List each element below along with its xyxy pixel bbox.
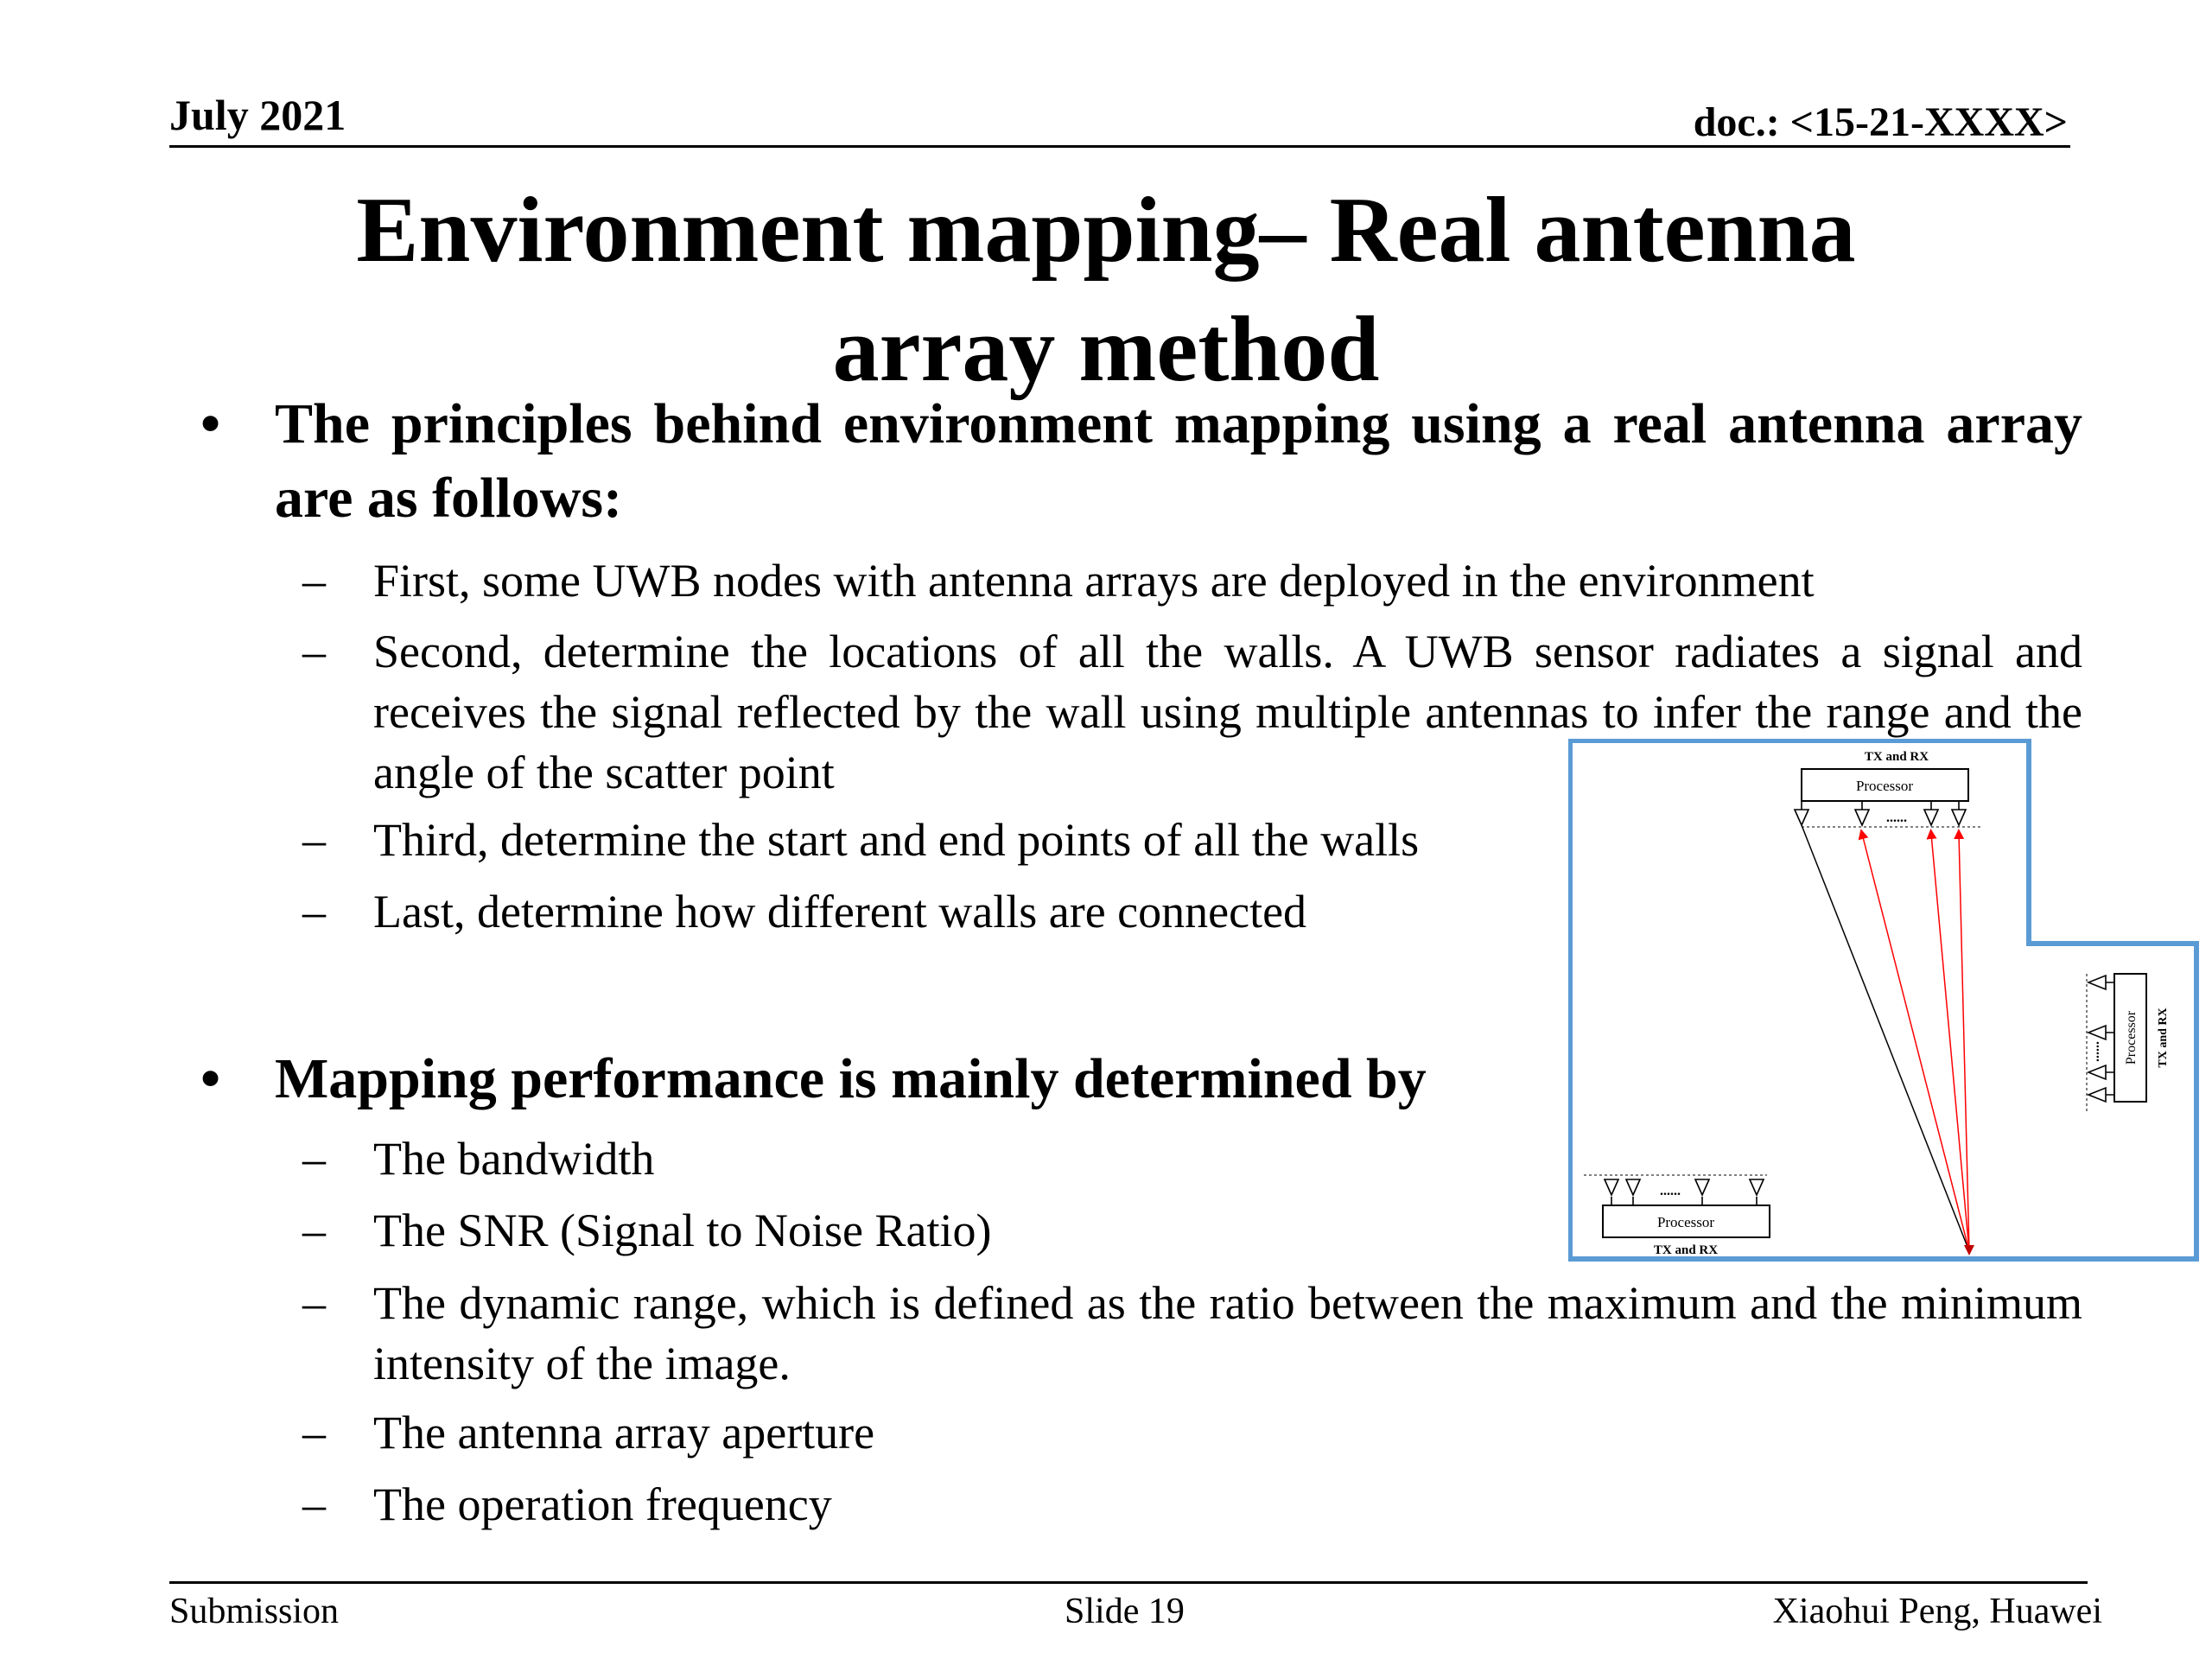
dash: – [302, 1205, 326, 1256]
sub-bullet-text: The bandwidth [373, 1133, 655, 1185]
sub-bullet [302, 810, 1497, 870]
slide-title [173, 171, 2039, 410]
sub-bullet-text: The operation frequency [373, 1478, 832, 1530]
antenna-icon [1924, 801, 1938, 825]
bullet-principles-text: The principles behind environment mapping using a real antenna array are as follows: [275, 392, 2082, 530]
bottom-array-dots: ...... [1660, 1184, 1681, 1198]
footer-rule [169, 1581, 2088, 1584]
antenna-icon [2088, 976, 2114, 989]
bottom-antenna-array [1605, 1179, 1764, 1205]
antenna-icon [2088, 1065, 2114, 1079]
dash: – [302, 1478, 326, 1530]
transmitted-ray [1802, 825, 1969, 1251]
antenna-icon [2088, 1088, 2114, 1102]
dash: – [302, 626, 326, 677]
dash: – [302, 1277, 326, 1329]
antenna-icon [1695, 1179, 1709, 1205]
header-doc-number: doc.: <15-21-XXXX> [1693, 99, 2068, 145]
right-antenna-array [2088, 976, 2114, 1102]
sub-bullet-text: Last, determine how different walls are connected [373, 886, 1307, 938]
room-wall-outline [1570, 741, 2196, 1259]
bullet-dot: • [200, 1047, 221, 1110]
reflected-ray [1862, 834, 1969, 1251]
dash: – [302, 814, 326, 866]
sub-bullet [302, 1402, 1497, 1463]
sub-bullet [302, 1273, 2082, 1394]
sub-bullet-text: First, some UWB nodes with antenna arrays are deployed in the environment [373, 555, 1815, 607]
dash: – [302, 1407, 326, 1459]
bottom-processor-label: Processor [1656, 1214, 1715, 1230]
dash: – [302, 1133, 326, 1185]
bullet-performance-text: Mapping performance is mainly determined by [275, 1047, 1427, 1110]
antenna-icon [1795, 801, 1808, 825]
sub-bullet [302, 881, 1497, 942]
sub-bullet-text: The antenna array aperture [373, 1407, 875, 1459]
top-node-label: TX and RX [1864, 750, 1929, 764]
dash: – [302, 555, 326, 607]
sub-bullet [302, 1474, 1497, 1535]
sub-bullet [302, 550, 2082, 611]
scatter-point-marker [1964, 1245, 1974, 1255]
antenna-icon [1855, 801, 1869, 825]
footer-author: Xiaohui Peng, Huawei [1772, 1592, 2102, 1631]
bullet-dot: • [200, 392, 221, 455]
bottom-node-label: TX and RX [1653, 1243, 1719, 1257]
top-processor-label: Processor [1855, 778, 1914, 794]
sub-bullet [302, 1128, 1497, 1189]
right-processor-label: Processor [2124, 1010, 2139, 1065]
sub-bullet [302, 1200, 1497, 1261]
top-antenna-array [1795, 801, 1966, 825]
footer-slide-number: Slide 19 [1065, 1592, 1185, 1631]
right-node-label: TX and RX [2157, 1007, 2170, 1068]
bullet-performance [200, 1042, 1554, 1116]
room-mapping-diagram [1568, 739, 2199, 1262]
top-array-dots: ...... [1886, 810, 1907, 825]
sub-bullet-text: The dynamic range, which is defined as the ratio between the maximum and the minimum intensity of the image. [373, 1277, 2082, 1389]
sub-bullet-text: Second, determine the locations of all the walls. A UWB sensor radiates a signal and receives the signal reflected by the wall using multiple antennas to infer the range and the angle of the scatter point [373, 626, 2082, 798]
antenna-icon [1952, 801, 1966, 825]
antenna-icon [1626, 1179, 1640, 1205]
sub-bullet-text: Third, determine the start and end points of all the walls [373, 814, 1420, 866]
antenna-icon [1750, 1179, 1764, 1205]
antenna-icon [2088, 1026, 2114, 1039]
header-date: July 2021 [169, 91, 346, 139]
antenna-icon [1605, 1179, 1618, 1205]
right-array-dots: ...... [2088, 1041, 2102, 1062]
title-line-1: Environment mapping– Real antenna [356, 179, 1856, 282]
title-line-2: array method [832, 298, 1380, 401]
dash: – [302, 886, 326, 938]
bullet-principles [200, 387, 2082, 536]
footer-submission: Submission [169, 1592, 340, 1631]
sub-bullet-text: The SNR (Signal to Noise Ratio) [373, 1205, 992, 1256]
header-rule [169, 145, 2070, 148]
